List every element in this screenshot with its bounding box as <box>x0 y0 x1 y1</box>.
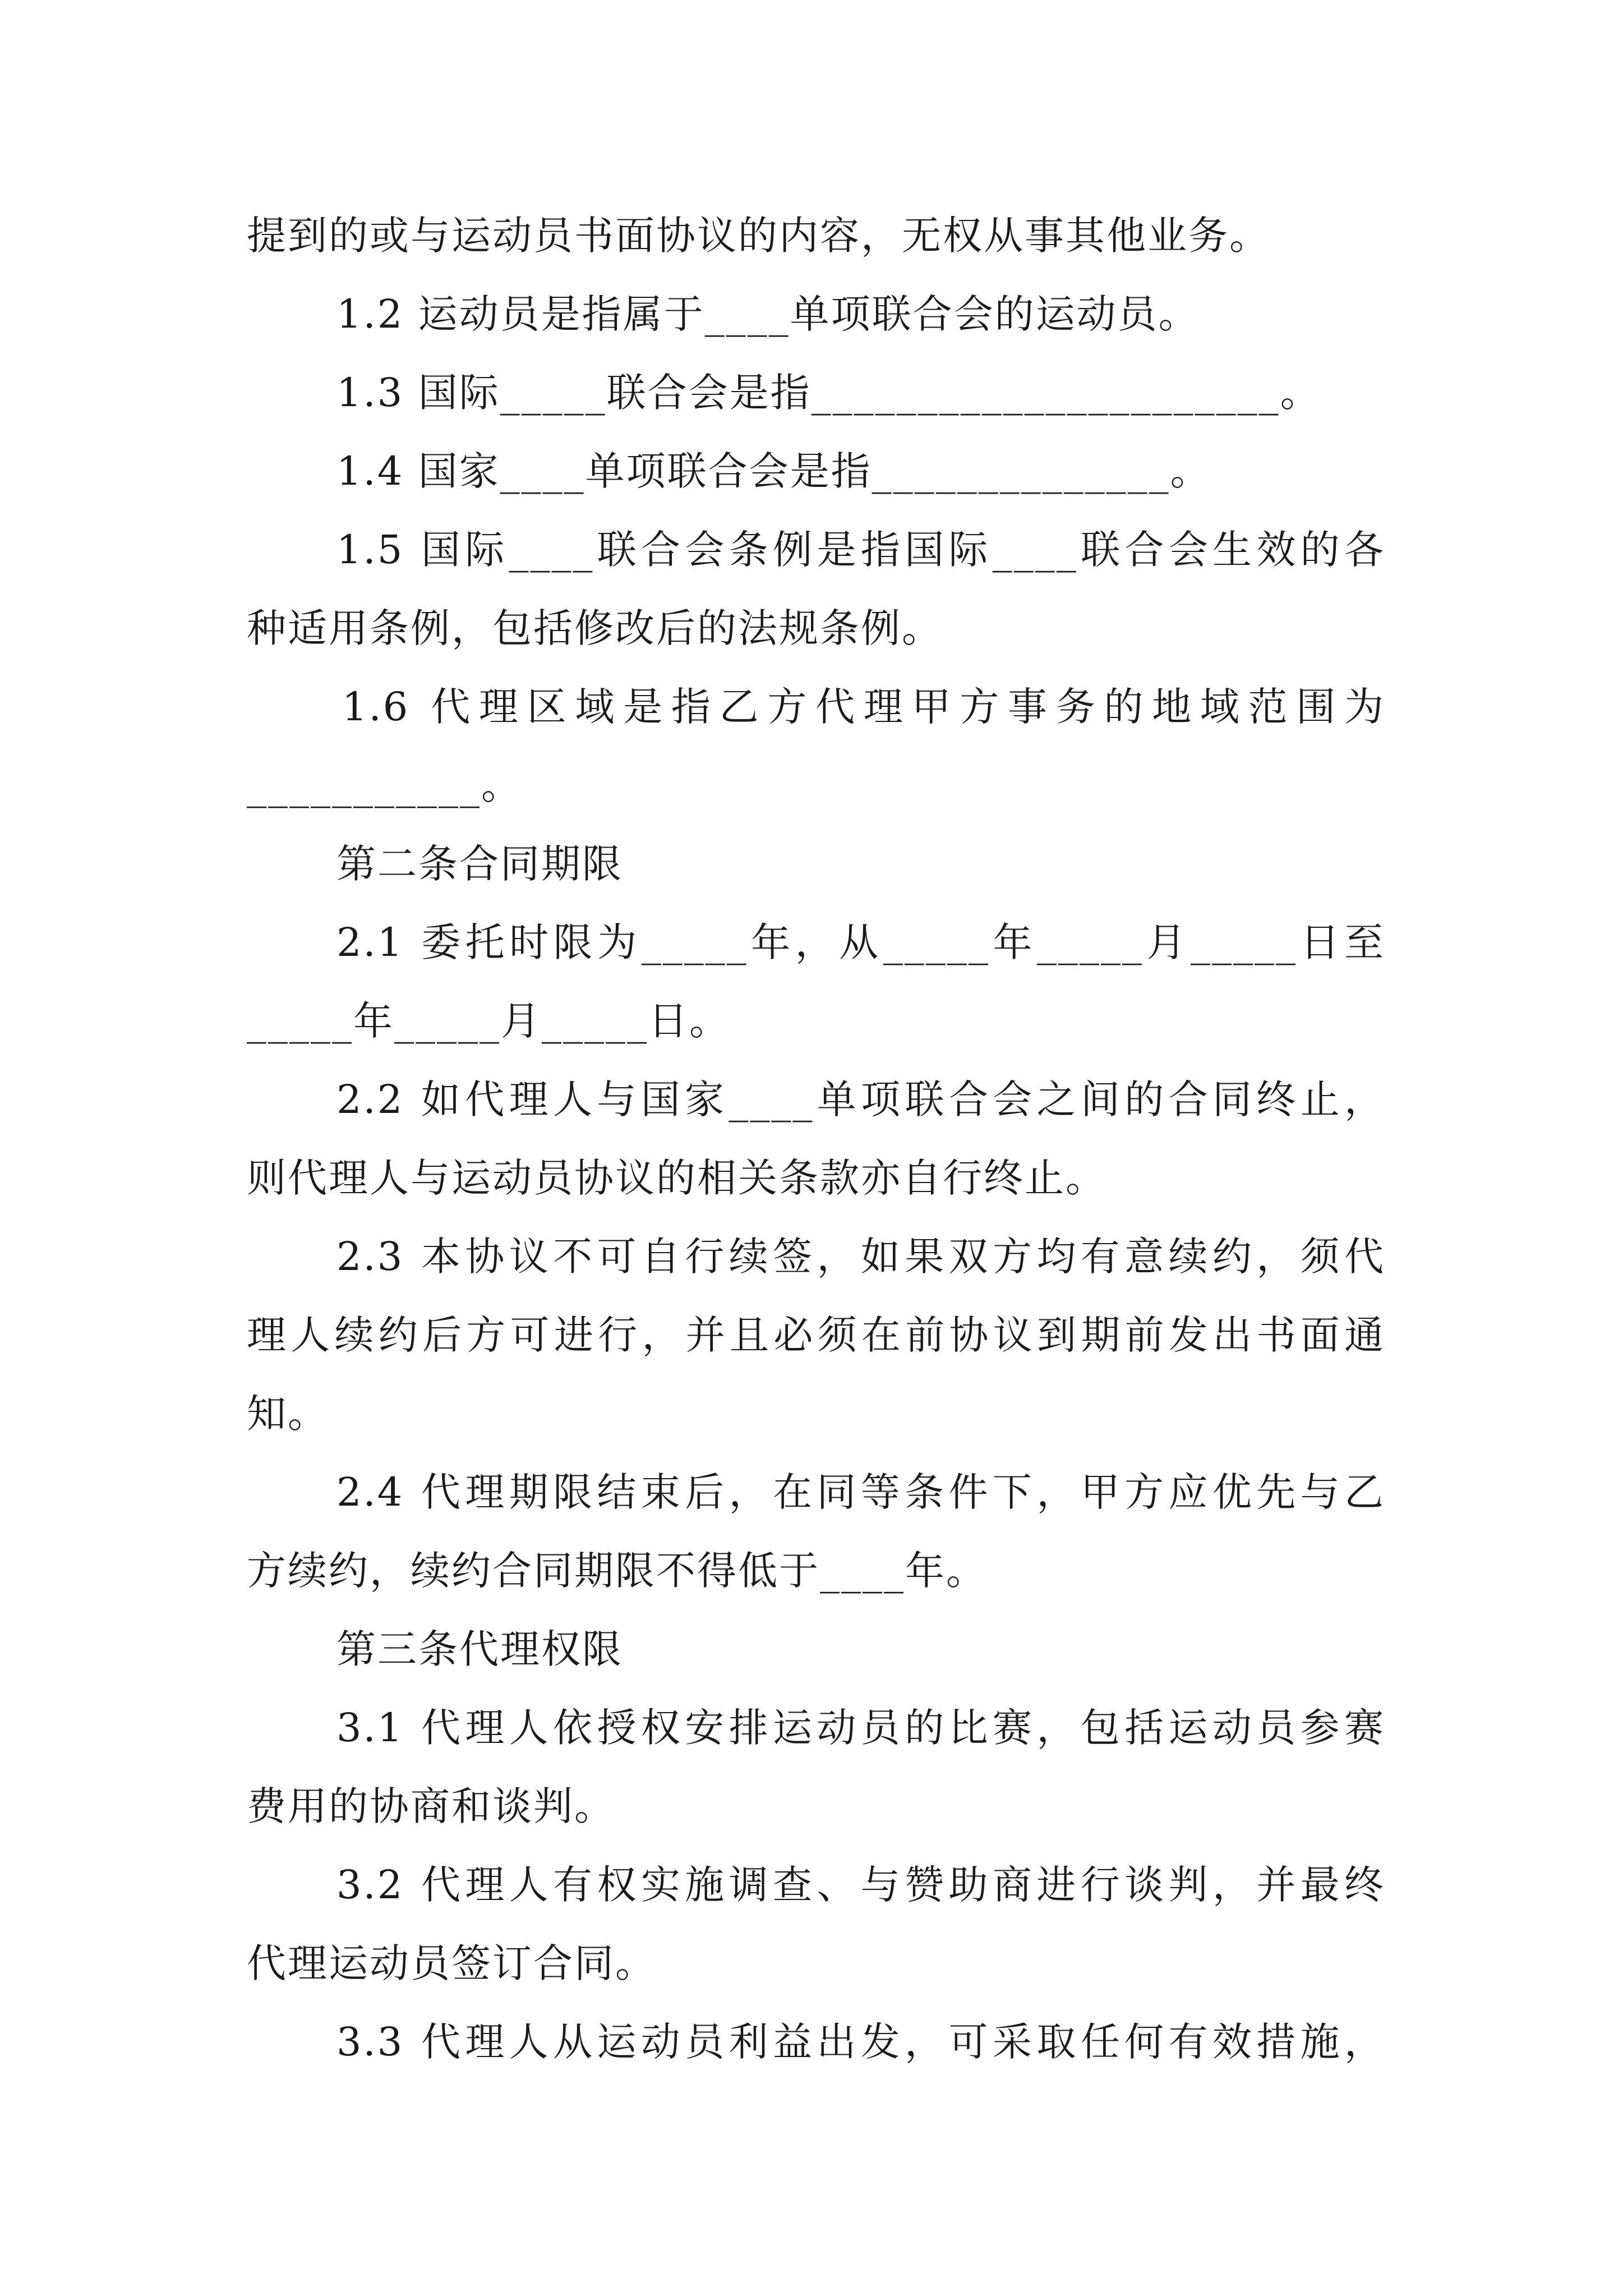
text-line: 代理运动员签订合同。 <box>247 1940 656 1986</box>
text-line: 方续约，续约合同期限不得低于____年。 <box>247 1548 987 1594</box>
section-heading-3: 第三条代理权限 <box>336 1626 623 1672</box>
clause-1-6: 1.6 代理区域是指乙方代理甲方事务的地域范围为 <box>342 684 1385 730</box>
text-line: ___________。 <box>247 762 522 808</box>
text-line: 种适用条例，包括修改后的法规条例。 <box>247 605 943 651</box>
clause-1-2: 1.2 运动员是指属于____单项联合会的运动员。 <box>336 291 1200 337</box>
section-heading-2: 第二条合同期限 <box>336 841 623 887</box>
text-line: 提到的或与运动员书面协议的内容，无权从事其他业务。 <box>247 213 1270 259</box>
text-line: 则代理人与运动员协议的相关条款亦自行终止。 <box>247 1155 1106 1201</box>
clause-3-3: 3.3 代理人从运动员利益出发，可采取任何有效措施， <box>336 2019 1385 2065</box>
clause-1-3: 1.3 国际_____联合会是指______________________。 <box>336 370 1321 416</box>
clause-2-1: 2.1 委托时限为_____年，从_____年_____月_____日至 <box>336 919 1385 965</box>
text-line: 理人续约后方可进行，并且必须在前协议到期前发出书面通 <box>247 1312 1385 1358</box>
clause-2-2: 2.2 如代理人与国家____单项联合会之间的合同终止， <box>336 1076 1385 1122</box>
text-line: 费用的协商和谈判。 <box>247 1783 615 1829</box>
clause-1-5: 1.5 国际____联合会条例是指国际____联合会生效的各 <box>336 527 1385 573</box>
clause-2-4: 2.4 代理期限结束后，在同等条件下，甲方应优先与乙 <box>336 1469 1385 1515</box>
clause-3-1: 3.1 代理人依授权安排运动员的比赛，包括运动员参赛 <box>336 1705 1385 1751</box>
text-line: _____年_____月_____日。 <box>247 998 730 1044</box>
clause-1-4: 1.4 国家____单项联合会是指______________。 <box>336 448 1211 494</box>
clause-2-3: 2.3 本协议不可自行续签，如果双方均有意续约，须代 <box>336 1234 1385 1280</box>
text-line: 知。 <box>247 1391 329 1437</box>
clause-3-2: 3.2 代理人有权实施调查、与赞助商进行谈判，并最终 <box>336 1862 1385 1908</box>
